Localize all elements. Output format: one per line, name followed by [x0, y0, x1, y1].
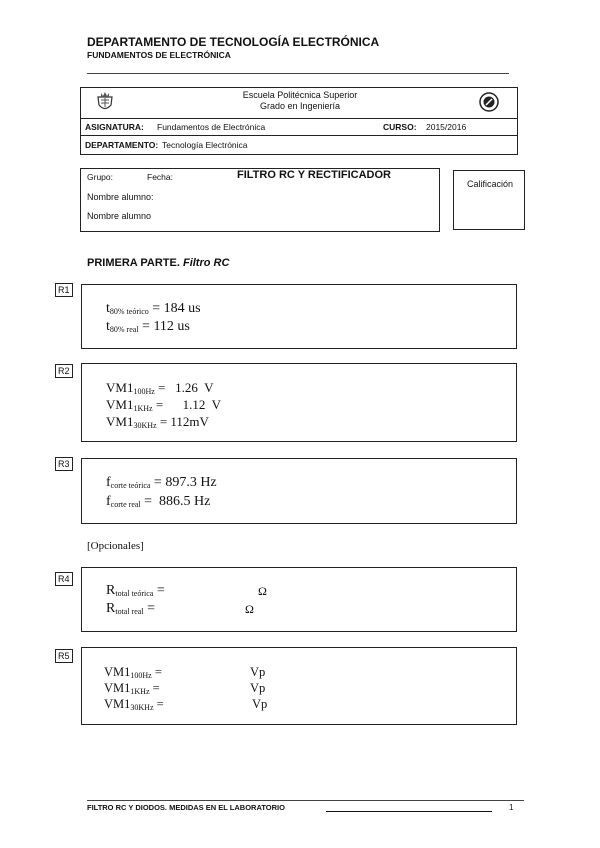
r1-l1-sub: 80% teórico: [109, 307, 149, 316]
r1-l1-symbol: t: [106, 301, 110, 316]
r3-tag: R3: [55, 457, 73, 471]
group-label: Grupo:: [87, 172, 113, 182]
r5-l2-symbol: VM1: [104, 681, 131, 695]
r5-l1-value: =: [154, 665, 162, 679]
r5-l3-unit: Vp: [252, 697, 268, 711]
r5-line-1: [104, 665, 504, 680]
r4-line-1: [106, 583, 506, 599]
section-title-italic: Filtro RC: [182, 257, 230, 269]
r5-l2-sub: 1KHz: [130, 687, 150, 696]
r2-l2-sub: 1KHz: [133, 404, 153, 413]
header-divider: [87, 73, 509, 74]
r4-l1-sub: total teórica: [115, 589, 154, 598]
date-label: Fecha:: [147, 172, 173, 182]
r5-l2-value: =: [152, 681, 160, 695]
r2-tag: R2: [55, 364, 73, 378]
year-label: CURSO:: [383, 122, 417, 132]
r4-l1-symbol: R: [106, 583, 116, 598]
r1-answer-box: [81, 284, 517, 349]
r2-l3-value: = 112mV: [159, 414, 209, 429]
department-title: DEPARTAMENTO DE TECNOLOGÍA ELECTRÓNICA: [87, 35, 380, 49]
r4-answer-box: [81, 567, 517, 632]
r4-tag: R4: [55, 572, 73, 586]
school-info-box: [80, 87, 518, 155]
r1-l2-sub: 80% real: [109, 325, 139, 334]
section-title: [87, 257, 229, 269]
r3-l2-sub: corte real: [110, 500, 141, 509]
r4-l2-sub: total real: [115, 607, 144, 616]
r2-l1-value: = 1.26 V: [158, 380, 214, 395]
r2-line-3: [106, 414, 209, 430]
r5-l1-symbol: VM1: [104, 665, 131, 679]
school-name: Escuela Politécnica Superior: [242, 90, 358, 100]
r1-tag: R1: [55, 283, 73, 297]
r1-l2-value: = 112 us: [142, 319, 190, 334]
student-info-box: [80, 168, 440, 232]
r3-l1-value: = 897.3 Hz: [153, 475, 217, 490]
r5-l1-unit: Vp: [250, 665, 266, 679]
student-name-1[interactable]: Nombre alumno:: [87, 192, 154, 202]
page-number: 1: [509, 803, 514, 812]
degree-name: Grado en Ingeniería: [259, 101, 341, 111]
r5-l1-sub: 100Hz: [130, 671, 152, 680]
r2-answer-box: [81, 363, 517, 442]
subject-label: ASIGNATURA:: [85, 122, 144, 132]
r3-l2-value: = 886.5 Hz: [144, 494, 211, 509]
r1-line-1: [106, 301, 201, 317]
section-title-bold: PRIMERA PARTE.: [87, 257, 180, 269]
r5-answer-box: [81, 647, 517, 725]
r2-line-1: [106, 380, 214, 396]
r5-l2-unit: Vp: [250, 681, 266, 695]
r1-l2-symbol: t: [106, 319, 110, 334]
r3-line-2: [106, 494, 210, 510]
r2-l2-symbol: VM1: [106, 397, 134, 412]
r5-l3-symbol: VM1: [104, 697, 131, 711]
eps-logo-icon: [479, 92, 499, 112]
grade-label: Calificación: [466, 179, 514, 189]
footer-line: [87, 800, 524, 801]
r5-l3-sub: 30KHz: [130, 703, 154, 712]
r5-line-2: [104, 681, 504, 696]
r4-line-2: [106, 601, 506, 617]
r4-l1-value: =: [156, 583, 165, 598]
r2-l3-symbol: VM1: [106, 414, 134, 429]
year-value: 2015/2016: [426, 122, 467, 132]
r3-answer-box: [81, 458, 517, 524]
department-row: [81, 135, 517, 156]
student-name-2[interactable]: Nombre alumno: [87, 211, 152, 221]
footer-text: FILTRO RC Y DIODOS. MEDIDAS EN EL LABORATORIO: [87, 803, 285, 812]
r2-l1-symbol: VM1: [106, 380, 134, 395]
r1-line-2: [106, 319, 190, 335]
grade-box: [453, 170, 525, 230]
r3-l1-symbol: f: [106, 475, 111, 490]
r3-l2-symbol: f: [106, 494, 111, 509]
r3-l1-sub: corte teórica: [110, 481, 151, 490]
r3-line-1: [106, 475, 217, 491]
r4-l2-unit: Ω: [245, 602, 254, 616]
r2-line-2: [106, 397, 221, 413]
r5-l3-value: =: [156, 697, 164, 711]
r4-l1-unit: Ω: [258, 584, 267, 598]
optional-label: [Opcionales]: [87, 540, 144, 552]
r5-tag: R5: [55, 649, 73, 663]
subject-value: Fundamentos de Electrónica: [157, 122, 266, 132]
dept-value: Tecnología Electrónica: [162, 140, 248, 150]
r2-l1-sub: 100Hz: [133, 387, 155, 396]
dept-label: DEPARTAMENTO:: [85, 140, 159, 150]
lab-title: FILTRO RC Y RECTIFICADOR: [237, 169, 391, 181]
footer-rule: [326, 811, 492, 812]
r1-l1-value: = 184 us: [152, 301, 201, 316]
r5-line-3: [104, 697, 504, 712]
r4-l2-value: =: [147, 601, 155, 616]
r2-l3-sub: 30KHz: [133, 421, 157, 430]
subject-row: [81, 118, 517, 135]
r2-l2-value: = 1.12 V: [155, 397, 222, 412]
r4-l2-symbol: R: [106, 601, 116, 616]
course-title: FUNDAMENTOS DE ELECTRÓNICA: [87, 50, 231, 60]
